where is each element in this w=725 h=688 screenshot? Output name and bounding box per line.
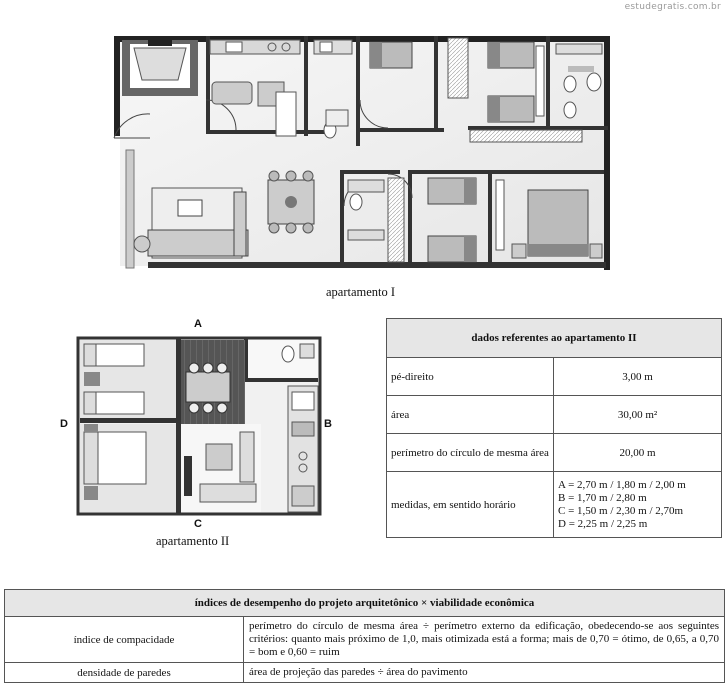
measure-line: B = 1,70 m / 2,80 m xyxy=(558,491,647,504)
dimension-label-b: B xyxy=(324,418,332,430)
row-label: densidade de paredes xyxy=(5,663,244,683)
row-value: 3,00 m xyxy=(554,358,722,396)
plan-2-caption: apartamento II xyxy=(156,534,230,548)
measure-line: C = 1,50 m / 2,30 m / 2,70m xyxy=(558,504,684,517)
table-header: índices de desempenho do projeto arquitetônico × viabilidade econômica xyxy=(5,590,725,617)
dimension-label-c: C xyxy=(194,518,202,530)
floor-plan-apartment-1 xyxy=(108,30,616,276)
measure-line: A = 2,70 m / 1,80 m / 2,00 m xyxy=(558,478,686,491)
table-row xyxy=(387,358,722,396)
row-label: índice de compacidade xyxy=(5,617,244,663)
watermark: estudegratis.com.br xyxy=(624,2,721,12)
row-value: 30,00 m² xyxy=(554,396,722,434)
table-header: dados referentes ao apartamento II xyxy=(387,319,722,358)
row-label: área xyxy=(387,396,554,434)
row-text: perímetro do círculo de mesma área ÷ perímetro externo da edificação, obedecendo-se aos seguintes critérios: quanto mais próximo de 1,0, mais otimizada está a forma; mais de 0,70 = ótimo, de 0,65, a 0,70 = bom e 0,60 = ruim xyxy=(244,617,725,663)
row-text: área de projeção das paredes ÷ área do pavimento xyxy=(244,663,725,683)
table-row xyxy=(5,663,725,683)
row-label: pé-direito xyxy=(387,358,554,396)
table-row xyxy=(5,617,725,663)
measures-list xyxy=(554,472,722,538)
performance-index-table xyxy=(4,589,725,683)
table-row xyxy=(387,396,722,434)
apartment-2-data-table xyxy=(386,318,722,538)
row-label: perímetro do círculo de mesma área xyxy=(387,434,554,472)
floor-plan-apartment-2 xyxy=(76,336,322,516)
table-row xyxy=(387,434,722,472)
table-row xyxy=(387,472,722,538)
dimension-label-d: D xyxy=(60,418,68,430)
measure-line: D = 2,25 m / 2,25 m xyxy=(558,517,648,530)
row-value: 20,00 m xyxy=(554,434,722,472)
plan-1-caption: apartamento I xyxy=(326,285,396,299)
row-label: medidas, em sentido horário xyxy=(387,472,554,538)
dimension-label-a: A xyxy=(194,318,202,330)
